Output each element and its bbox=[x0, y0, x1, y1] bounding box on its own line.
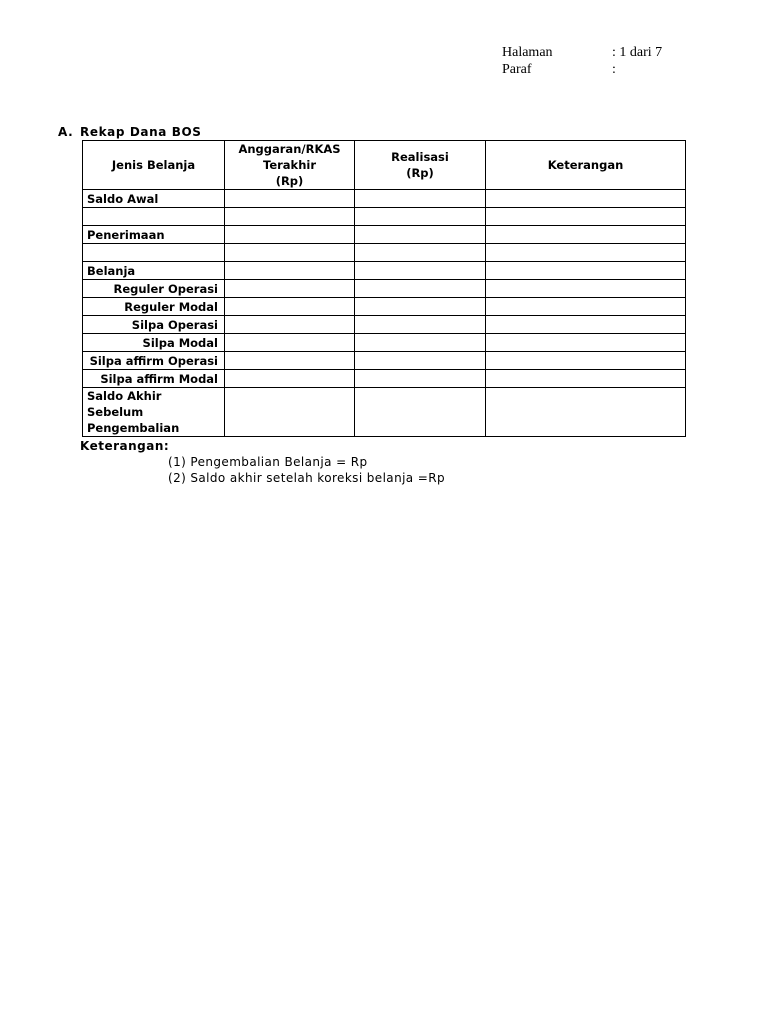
row-label-empty bbox=[83, 244, 225, 262]
cell-keterangan[interactable] bbox=[486, 208, 686, 226]
row-label-silpa-modal: Silpa Modal bbox=[83, 334, 225, 352]
cell-anggaran[interactable] bbox=[225, 208, 355, 226]
row-label-reguler-operasi: Reguler Operasi bbox=[83, 280, 225, 298]
table-row bbox=[83, 370, 686, 388]
header-realisasi-line2: (Rp) bbox=[406, 166, 434, 180]
section-number: A. bbox=[58, 125, 74, 139]
page-value: : 1 dari 7 bbox=[612, 45, 663, 60]
cell-realisasi[interactable] bbox=[355, 226, 486, 244]
saldo-akhir-line1: Saldo Akhir Sebelum bbox=[87, 389, 162, 419]
header-anggaran-line1: Anggaran/RKAS bbox=[238, 142, 341, 156]
note-item-1: (1) Pengembalian Belanja = Rp bbox=[168, 455, 368, 469]
row-label-saldo-awal: Saldo Awal bbox=[83, 190, 225, 208]
cell-anggaran[interactable] bbox=[225, 352, 355, 370]
cell-anggaran[interactable] bbox=[225, 262, 355, 280]
cell-keterangan[interactable] bbox=[486, 190, 686, 208]
row-label-silpa-affirm-operasi: Silpa affirm Operasi bbox=[83, 352, 225, 370]
cell-realisasi[interactable] bbox=[355, 280, 486, 298]
recap-table bbox=[82, 140, 686, 437]
cell-realisasi[interactable] bbox=[355, 388, 486, 437]
row-label-empty bbox=[83, 208, 225, 226]
page-label: Halaman bbox=[502, 45, 553, 60]
notes-block bbox=[80, 438, 445, 486]
header-keterangan: Keterangan bbox=[486, 141, 686, 190]
cell-anggaran[interactable] bbox=[225, 226, 355, 244]
cell-anggaran[interactable] bbox=[225, 388, 355, 437]
table-row bbox=[83, 280, 686, 298]
table-row bbox=[83, 262, 686, 280]
notes-title: Keterangan: bbox=[80, 439, 170, 453]
row-label-saldo-akhir bbox=[83, 388, 225, 437]
paraf-value: : bbox=[612, 62, 616, 77]
cell-realisasi[interactable] bbox=[355, 208, 486, 226]
row-label-penerimaan: Penerimaan bbox=[83, 226, 225, 244]
header-anggaran-line3: (Rp) bbox=[275, 174, 304, 188]
table-header-row bbox=[83, 141, 686, 190]
cell-keterangan[interactable] bbox=[486, 388, 686, 437]
cell-realisasi[interactable] bbox=[355, 244, 486, 262]
cell-realisasi[interactable] bbox=[355, 262, 486, 280]
note-item-2: (2) Saldo akhir setelah koreksi belanja =Rp bbox=[168, 471, 445, 485]
cell-keterangan[interactable] bbox=[486, 370, 686, 388]
header-anggaran-line2: Terakhir bbox=[263, 158, 316, 172]
row-label-belanja: Belanja bbox=[83, 262, 225, 280]
cell-keterangan[interactable] bbox=[486, 352, 686, 370]
cell-realisasi[interactable] bbox=[355, 316, 486, 334]
table-row bbox=[83, 388, 686, 437]
saldo-akhir-line2: Pengembalian bbox=[87, 421, 180, 435]
cell-keterangan[interactable] bbox=[486, 298, 686, 316]
cell-anggaran[interactable] bbox=[225, 316, 355, 334]
cell-keterangan[interactable] bbox=[486, 316, 686, 334]
document-header bbox=[502, 44, 662, 78]
cell-keterangan[interactable] bbox=[486, 262, 686, 280]
cell-realisasi[interactable] bbox=[355, 370, 486, 388]
table-row bbox=[83, 316, 686, 334]
table-row bbox=[83, 334, 686, 352]
table-row bbox=[83, 244, 686, 262]
paraf-row bbox=[502, 61, 662, 78]
table-row bbox=[83, 190, 686, 208]
row-label-silpa-affirm-modal: Silpa affirm Modal bbox=[83, 370, 225, 388]
cell-anggaran[interactable] bbox=[225, 280, 355, 298]
cell-keterangan[interactable] bbox=[486, 226, 686, 244]
header-anggaran bbox=[225, 141, 355, 190]
cell-realisasi[interactable] bbox=[355, 352, 486, 370]
table-row bbox=[83, 208, 686, 226]
row-label-silpa-operasi: Silpa Operasi bbox=[83, 316, 225, 334]
header-realisasi-line1: Realisasi bbox=[391, 150, 449, 164]
section-heading bbox=[58, 125, 202, 139]
paraf-label: Paraf bbox=[502, 62, 532, 77]
cell-realisasi[interactable] bbox=[355, 334, 486, 352]
section-title: Rekap Dana BOS bbox=[80, 125, 202, 139]
cell-keterangan[interactable] bbox=[486, 244, 686, 262]
cell-realisasi[interactable] bbox=[355, 190, 486, 208]
header-realisasi bbox=[355, 141, 486, 190]
cell-keterangan[interactable] bbox=[486, 280, 686, 298]
table-row bbox=[83, 352, 686, 370]
cell-anggaran[interactable] bbox=[225, 298, 355, 316]
cell-keterangan[interactable] bbox=[486, 334, 686, 352]
header-jenis-belanja: Jenis Belanja bbox=[83, 141, 225, 190]
table-row bbox=[83, 226, 686, 244]
page-number-row bbox=[502, 44, 662, 61]
cell-anggaran[interactable] bbox=[225, 334, 355, 352]
cell-anggaran[interactable] bbox=[225, 190, 355, 208]
cell-realisasi[interactable] bbox=[355, 298, 486, 316]
cell-anggaran[interactable] bbox=[225, 244, 355, 262]
table-row bbox=[83, 298, 686, 316]
row-label-reguler-modal: Reguler Modal bbox=[83, 298, 225, 316]
cell-anggaran[interactable] bbox=[225, 370, 355, 388]
